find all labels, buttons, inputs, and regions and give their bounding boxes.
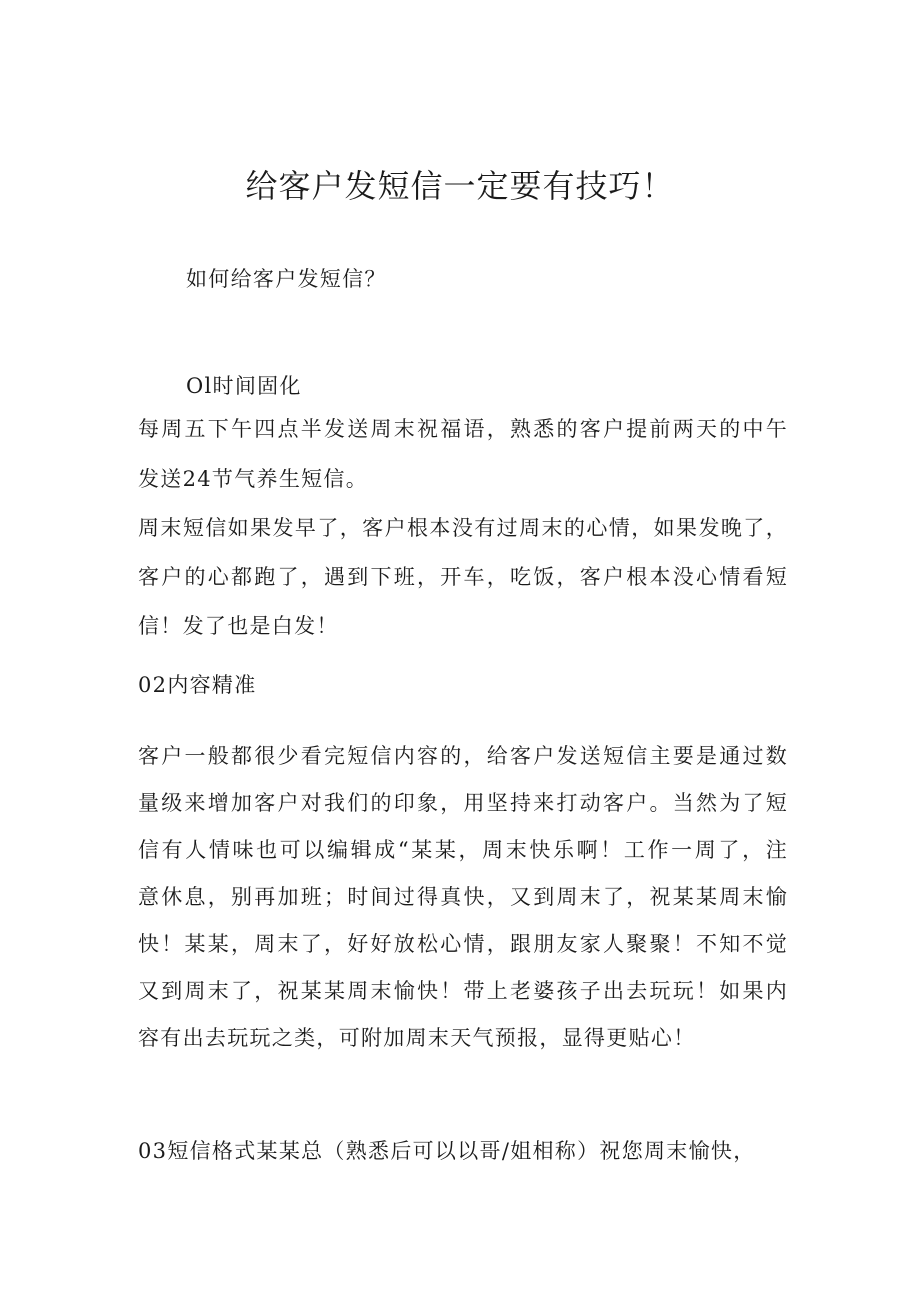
intro-question: 如何给客户发短信？ bbox=[186, 267, 387, 291]
section3-line: 03短信格式某某总（熟悉后可以以哥/姐相称）祝您周末愉快， bbox=[138, 1139, 756, 1163]
section1-line: 客户的心都跑了，遇到下班，开车，吃饭，客户根本没心情看短 bbox=[138, 565, 788, 589]
section2-line: 信有人情味也可以编辑成“某某，周末快乐啊！工作一周了，注 bbox=[138, 838, 788, 862]
document-title: 给客户发短信一定要有技巧！ bbox=[245, 167, 675, 205]
section2-line: 客户一般都很少看完短信内容的，给客户发送短信主要是通过数 bbox=[138, 744, 788, 768]
section2-heading: 02内容精准 bbox=[138, 673, 257, 697]
section1-line: 发送24节气养生短信。 bbox=[138, 467, 369, 491]
section2-line: 量级来增加客户对我们的印象，用坚持来打动客户。当然为了短 bbox=[138, 791, 788, 815]
section1-heading: Ol时间固化 bbox=[186, 374, 302, 398]
section1-line: 周末短信如果发早了，客户根本没有过周末的心情，如果发晚了， bbox=[138, 516, 788, 540]
section2-line: 快！某某，周末了，好好放松心情，跟朋友家人聚聚！不知不觉 bbox=[138, 932, 788, 956]
section2-line: 容有出去玩玩之类，可附加周末天气预报，显得更贴心！ bbox=[138, 1026, 696, 1050]
section1-line: 每周五下午四点半发送周末祝福语，熟悉的客户提前两天的中午 bbox=[138, 417, 788, 441]
section2-line: 意休息，别再加班；时间过得真快，又到周末了，祝某某周末愉 bbox=[138, 885, 788, 909]
section2-line: 又到周末了，祝某某周末愉快！带上老婆孩子出去玩玩！如果内 bbox=[138, 979, 788, 1003]
section1-line: 信！发了也是白发！ bbox=[138, 614, 339, 638]
